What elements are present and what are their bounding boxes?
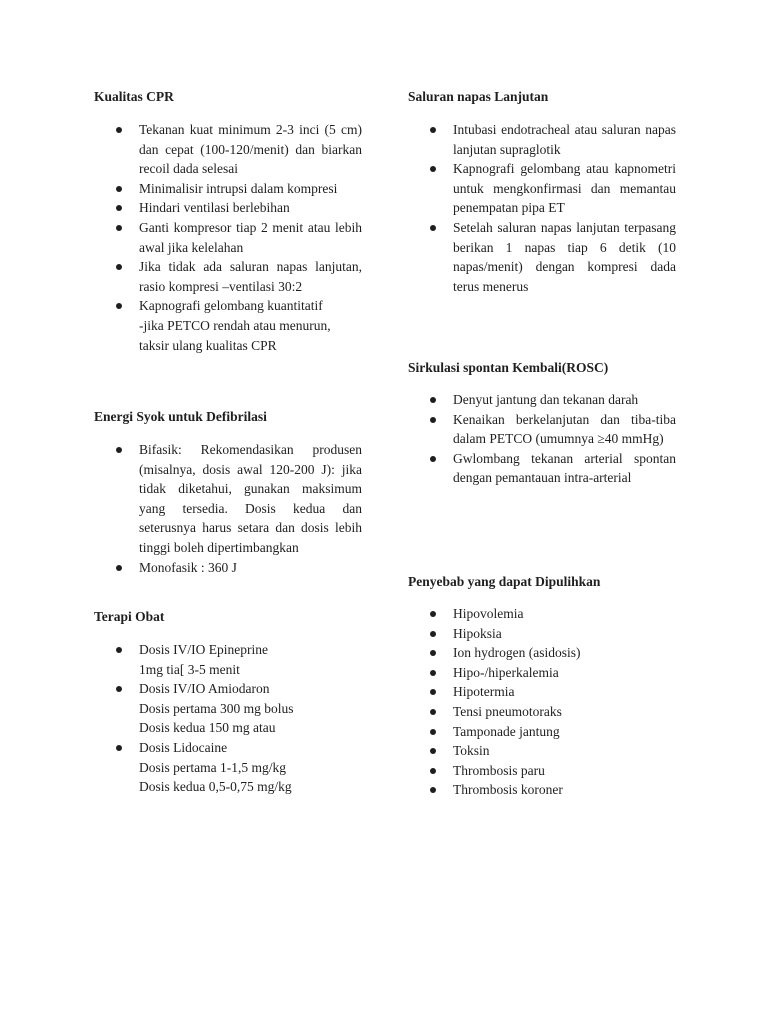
list-item: Hipotermia xyxy=(408,682,676,702)
terapi-obat-heading: Terapi Obat xyxy=(94,609,165,624)
energi-syok-list xyxy=(94,440,362,577)
list-item-line: Dosis IV/IO Amiodaron xyxy=(139,681,270,697)
list-item: Setelah saluran napas lanjutan terpasang berikan 1 napas tiap 6 detik (10 napas/menit) dengan kompresi dada terus menerus xyxy=(408,218,676,296)
terapi-obat-list xyxy=(94,640,362,797)
list-item: Kapnografi gelombang atau kapnometri untuk mengkonfirmasi dan memantau penempatan pipa ET xyxy=(408,159,676,218)
list-item: Minimalisir intrupsi dalam kompresi xyxy=(94,179,362,199)
list-item-line: Dosis Lidocaine xyxy=(139,739,228,755)
list-item: Denyut jantung dan tekanan darah xyxy=(408,390,676,410)
list-item: Hipo-/hiperkalemia xyxy=(408,663,676,683)
list-item: Intubasi endotracheal atau saluran napas lanjutan supraglotik xyxy=(408,120,676,159)
list-item: Hipoksia xyxy=(408,624,676,644)
saluran-napas-heading: Saluran napas Lanjutan xyxy=(408,89,549,104)
list-item: Thrombosis paru xyxy=(408,761,676,781)
list-item: Monofasik : 360 J xyxy=(94,558,362,578)
list-item-line: Dosis IV/IO Epineprine xyxy=(139,642,268,657)
list-item: Tensi pneumotoraks xyxy=(408,702,676,722)
energi-syok-heading: Energi Syok untuk Defibrilasi xyxy=(94,409,267,424)
list-item: Ganti kompresor tiap 2 menit atau lebih awal jika kelelahan xyxy=(94,218,362,257)
list-item: Tamponade jantung xyxy=(408,722,676,742)
list-item-line: Dosis kedua 0,5-0,75 mg/kg xyxy=(139,779,292,795)
list-item-line: -jika PETCO rendah atau menurun, xyxy=(139,317,331,333)
list-item-line: taksir ulang kualitas CPR xyxy=(139,337,277,353)
rosc-list xyxy=(408,390,676,488)
penyebab-list xyxy=(408,604,676,800)
list-item: Jika tidak ada saluran napas lanjutan, rasio kompresi –ventilasi 30:2 xyxy=(94,257,362,296)
list-item xyxy=(94,679,362,738)
penyebab-heading: Penyebab yang dapat Dipulihkan xyxy=(408,574,601,589)
list-item-line: Dosis pertama 1-1,5 mg/kg xyxy=(139,759,286,775)
list-item: Gwlombang tekanan arterial spontan dengan pemantauan intra-arterial xyxy=(408,449,676,488)
list-item: Ion hydrogen (asidosis) xyxy=(408,643,676,663)
list-item: Toksin xyxy=(408,741,676,761)
list-item-line: 1mg tia[ 3-5 menit xyxy=(139,661,240,677)
list-item-line: Dosis pertama 300 mg bolus xyxy=(139,700,294,716)
list-item: Kenaikan berkelanjutan dan tiba-tiba dalam PETCO (umumnya ≥40 mmHg) xyxy=(408,410,676,449)
list-item: Bifasik: Rekomendasikan produsen (misalnya, dosis awal 120-200 J): jika tidak diketahui, gunakan maksimum yang tersedia. Dosis kedua dan seterusnya harus setara dan dosis lebih tinggi boleh dipertimbangkan xyxy=(94,440,362,558)
list-item xyxy=(94,640,362,679)
kualitas-cpr-heading: Kualitas CPR xyxy=(94,89,174,104)
saluran-napas-list xyxy=(408,120,676,296)
list-item xyxy=(94,738,362,797)
list-item: Thrombosis koroner xyxy=(408,780,676,800)
list-item: Hindari ventilasi berlebihan xyxy=(94,198,362,218)
rosc-heading: Sirkulasi spontan Kembali(ROSC) xyxy=(408,360,609,375)
kualitas-cpr-list xyxy=(94,120,362,355)
list-item-line: Kapnografi gelombang kuantitatif xyxy=(139,298,323,314)
list-item: Tekanan kuat minimum 2-3 inci (5 cm) dan cepat (100-120/menit) dan biarkan recoil dada selesai xyxy=(94,120,362,179)
list-item: Hipovolemia xyxy=(408,604,676,624)
list-item xyxy=(94,296,362,355)
list-item-line: Dosis kedua 150 mg atau xyxy=(139,720,276,736)
